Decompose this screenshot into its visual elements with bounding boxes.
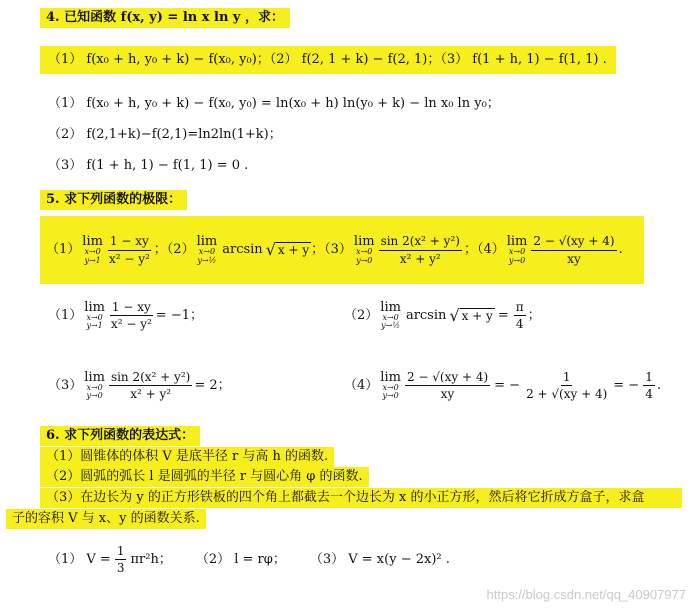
- p4-answer-3: （3） f(1 + h, 1) − f(1, 1) = 0 .: [48, 158, 249, 173]
- q1-limit: lim x→0 y→1: [82, 234, 103, 265]
- p5-header: 5. 求下列函数的极限：: [40, 190, 187, 210]
- p5-questions: （1） lim x→0 y→1 $\frac{1 - xy}{\text{x² − y²}}$ ；（2） lim x→0 y→½ arcsin √ x + y ；（3） lim x→0 y→0 $\frac{\text{sin 2(x² + y²)}}{\text{x² + y²}}$ ；（4） lim x→0 y→0 $\frac{2 - √(xy + 4)}{xy}$ .: [40, 216, 644, 284]
- p4-header: 4. 已知函数 f(x, y) = ln x ln y ，求：: [40, 8, 290, 28]
- p4-answer-1: （1） f(x₀ + h, y₀ + k) − f(x₀, y₀) = ln(x₀ + h) ln(y₀ + k) − ln x₀ ln y₀；: [48, 96, 500, 111]
- q4-fraction: $\frac{2 - √(xy + 4)}{xy}$: [533, 234, 615, 266]
- watermark: https://blog.csdn.net/qq_40907977: [486, 587, 686, 602]
- q3-fraction: $\frac{\text{sin 2(x² + y²)}}{\text{x² + y²}}$: [380, 234, 460, 266]
- p6-line-1: （1）圆锥体的体积 V 是底半径 r 与高 h 的函数.: [40, 447, 334, 467]
- p6-answers: （1） V = $\frac{1}{3}$ πr²h； （2） l = rφ； （3） V = x(y − 2x)² .: [48, 544, 450, 576]
- p6-header: 6. 求下列函数的表达式：: [40, 426, 200, 446]
- q2-arcsin: arcsin: [222, 241, 263, 257]
- q3-limit: lim x→0 y→0: [353, 234, 375, 265]
- p5-answer-1: （1） lim x→0 y→1 $\frac{1 - xy}{\text{x² − y²}}$ = −1；: [48, 300, 203, 332]
- q1-label: （1）: [46, 241, 81, 257]
- q4-label: ；（4）: [463, 241, 505, 257]
- q2-sqrt: √ x + y: [265, 239, 310, 259]
- p5-answer-2: （2） lim x→0 y→½ arcsin √ x + y = $\frac{\pi}{4}$ ；: [344, 300, 541, 332]
- p6-line-3a: （3）在边长为 y 的正方形铁板的四个角上都截去一个边长为 x 的小正方形，然后将它折成方盒子，求盒: [40, 488, 682, 508]
- p4-answer-2: （2） f(2,1+k)−f(2,1)=ln2ln(1+k)；: [48, 127, 282, 142]
- q2-label: ；（2）: [153, 241, 195, 257]
- q2-limit: lim x→0 y→½: [196, 234, 218, 265]
- p4-parts: （1） f(x₀ + h, y₀ + k) − f(x₀, y₀)；（2） f(2, 1 + k) − f(2, 1)；（3） f(1 + h, 1) − f(1, 1) .: [40, 46, 616, 74]
- q3-label: ；（3）: [311, 241, 352, 257]
- p5-answer-4: （4） lim x→0 y→0 $\frac{2 - √(xy + 4)}{xy}$ = − $\frac{1}{2 + √(xy + 4)}$ = − $\frac{1}{4}$ .: [344, 370, 661, 402]
- p6-line-3b: 子的容积 V 与 x、y 的函数关系.: [6, 509, 206, 529]
- p6-line-2: （2）圆弧的弧长 l 是圆弧的半径 r 与圆心角 φ 的函数.: [40, 467, 369, 487]
- p5-answer-3: （3） lim x→0 y→0 $\frac{\text{sin 2(x² + y²)}}{\text{x² + y²}}$ = 2；: [48, 370, 231, 402]
- q4-limit: lim x→0 y→0: [506, 234, 528, 265]
- q1-fraction: $\frac{1 - xy}{\text{x² − y²}}$: [108, 234, 150, 266]
